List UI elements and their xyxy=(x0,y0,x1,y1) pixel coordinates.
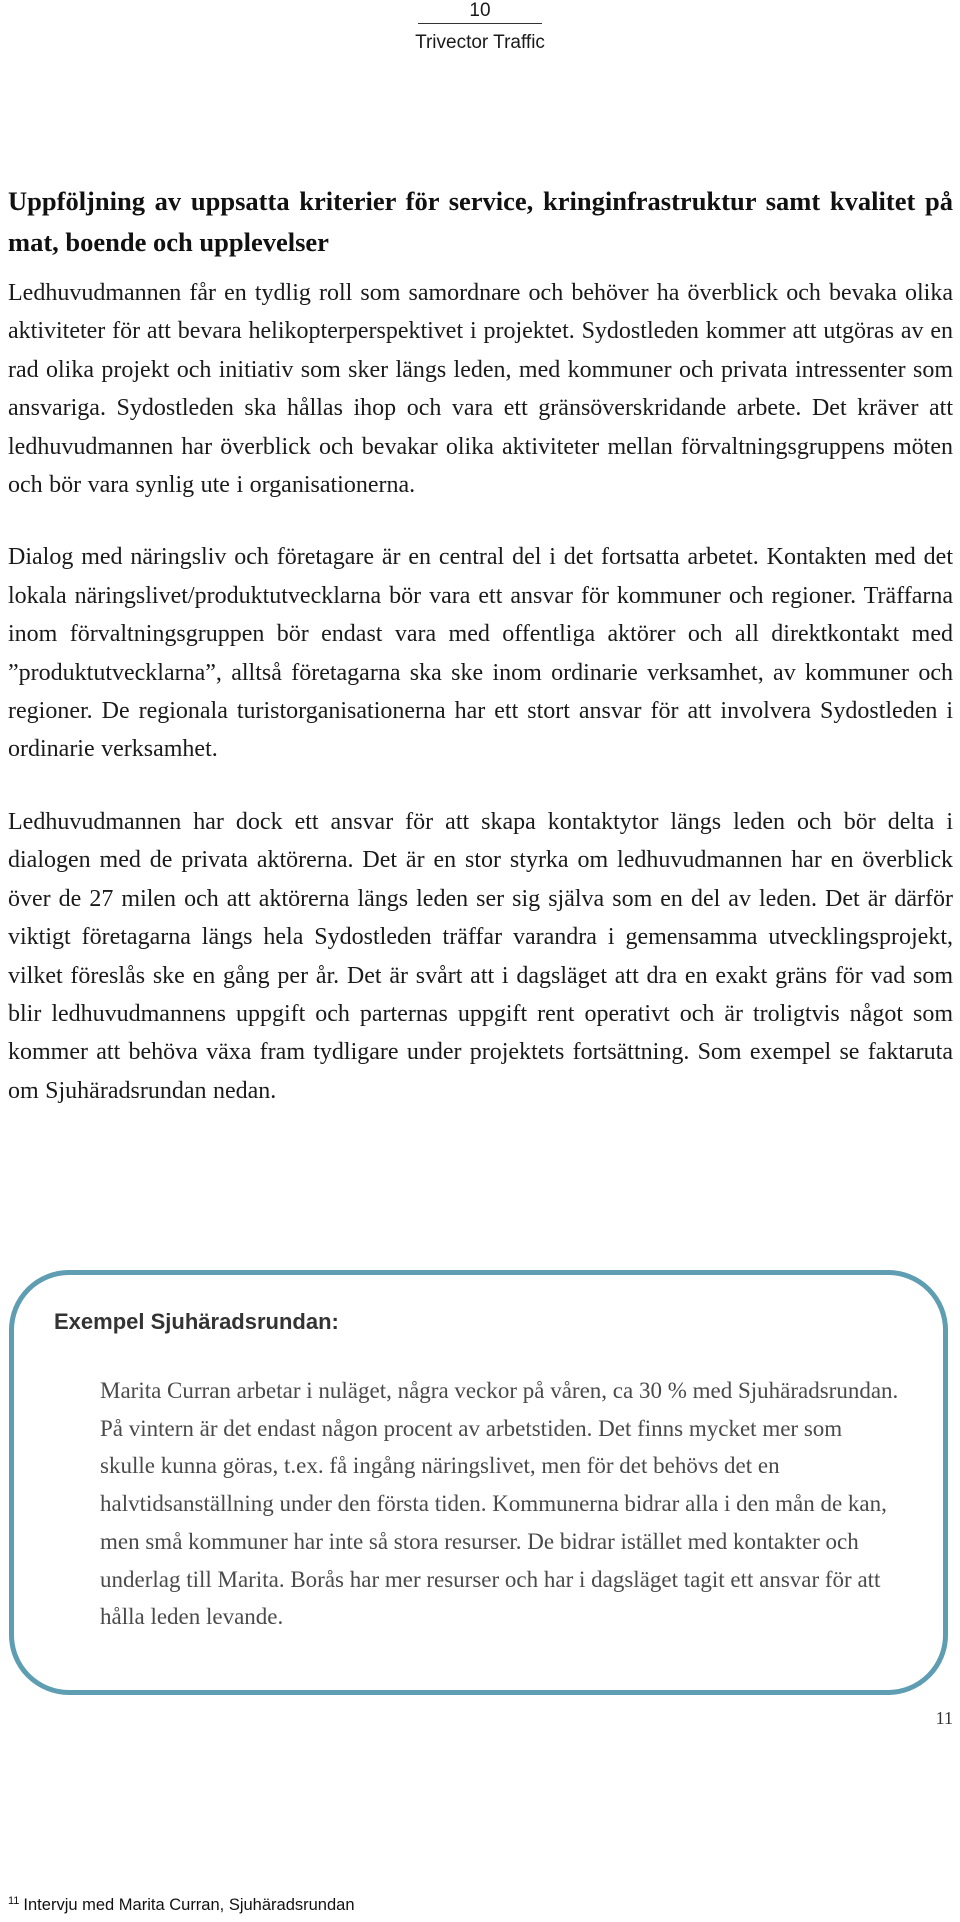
footnote xyxy=(8,1890,355,1916)
section-title: Uppföljning av uppsatta kriterier för service, kringinfrastruktur samt kvalitet på mat, boende och upplevelser xyxy=(8,186,953,257)
main-content xyxy=(8,181,953,1110)
factbox-body: Marita Curran arbetar i nuläget, några veckor på våren, ca 30 % med Sjuhäradsrundan. På vintern är det endast någon procent av arbetstiden. Det finns mycket mer som skulle kunna göras, t.ex. få ingång näringslivet, men för det behövs det en halvtidsanställning under den första tiden. Kommunerna bidrar alla i den mån de kan, men små kommuner har inte så stora resurser. De bidrar istället med kontakter och underlag till Marita. Borås har mer resurser och har i dagsläget tagit ett ansvar för att hålla leden levande. xyxy=(100,1378,899,1630)
page-header xyxy=(0,0,960,55)
body-paragraph: Ledhuvudmannen har dock ett ansvar för att skapa kontaktytor längs leden och bör delta i dialogen med de privata aktörerna. Det är en stor styrka om ledhuvudmannen har en överblick över de 27 milen och att aktörerna längs leden ser sig själva som en del av leden. Det är därför viktigt företagarna längs hela Sydostleden träffar varandra i gemensamma utvecklingsprojekt, vilket föreslås ske en gång per år. Det är svårt att i dagsläget att dra en exakt gräns för vad som blir ledhuvudmannens uppgift och parternas uppgift rent operativt och är troligtvis något som kommer att behöva växa fram tydligare under projektets fortsättning. Som exempel se faktaruta om Sjuhäradsrundan nedan. xyxy=(8,808,953,1104)
footnote-marker: 11 xyxy=(935,1708,953,1728)
footnote-number: 11 xyxy=(8,1895,20,1907)
factbox xyxy=(9,1270,948,1695)
factbox-title: Exempel Sjuhäradsrundan: xyxy=(54,1309,339,1334)
body-paragraph: Dialog med näringsliv och företagare är en central del i det fortsatta arbetet. Kontakten med det lokala näringslivet/produktutvecklarna bör vara ett ansvar för kommuner och regioner. Träffarna inom förvaltningsgruppen bör endast vara med offentliga aktörer och all direktkontakt med ”produktutvecklarna”, alltså företagarna ska ske inom ordinarie verksamhet, av kommuner och regioner. De regionala turistorganisationerna har ett stort ansvar för att involvera Sydostleden i ordinarie verksamhet. xyxy=(8,544,953,763)
body-paragraph: Ledhuvudmannen får en tydlig roll som samordnare och behöver ha överblick och bevaka olika aktiviteter för att bevara helikopterperspektivet i projektet. Sydostleden kommer att utgöras av en rad olika projekt och initiativ som sker längs leden, med kommuner och privata intressenter som ansvariga. Sydostleden ska hållas ihop och vara ett gränsöverskridande arbete. Det kräver att ledhuvudmannen har överblick och bevakar olika aktiviteter mellan förvaltningsgruppens möten och bör vara synlig ute i organisationerna. xyxy=(8,280,953,499)
page-number: 10 xyxy=(418,0,542,24)
header-company-name: Trivector Traffic xyxy=(415,32,545,53)
footnote-text: Intervju med Marita Curran, Sjuhäradsrundan xyxy=(23,1896,355,1914)
